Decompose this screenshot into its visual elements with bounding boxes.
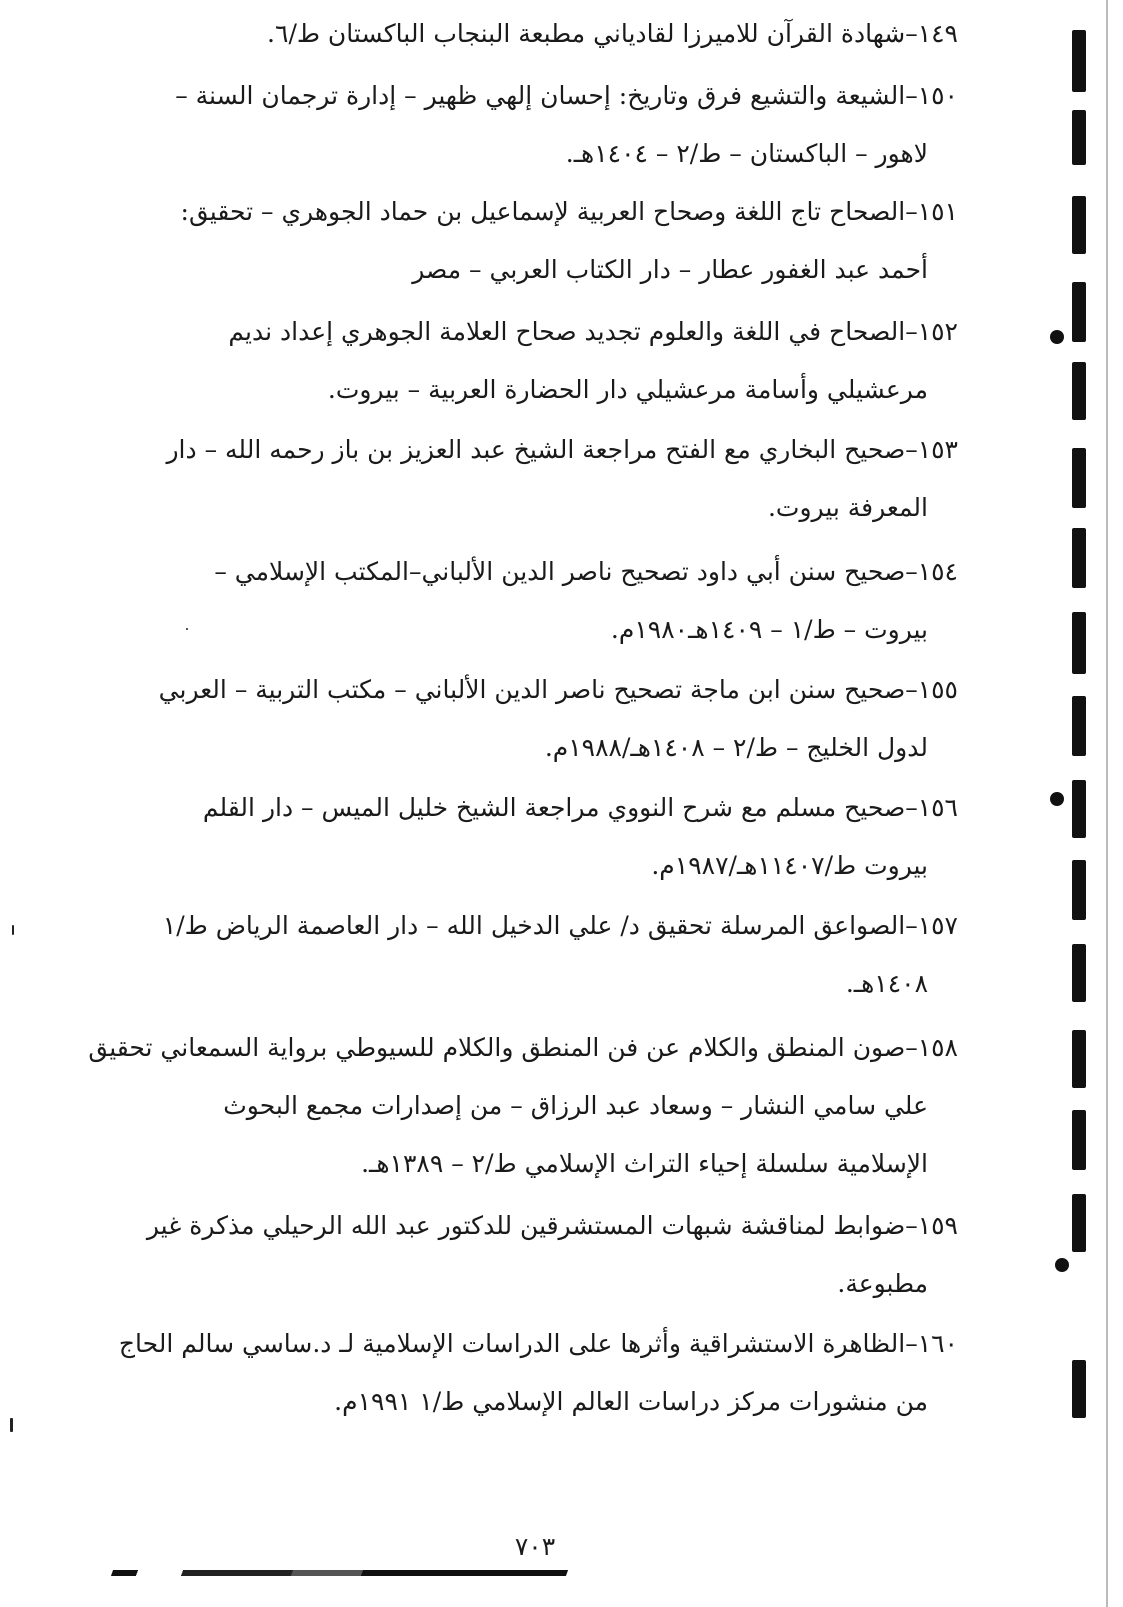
scan-edge-line bbox=[1106, 0, 1108, 1607]
scan-edge-dot bbox=[1050, 792, 1064, 806]
scan-edge-mark bbox=[1072, 110, 1086, 165]
page-number: ٧٠٣ bbox=[514, 1532, 556, 1561]
scan-edge-mark bbox=[1072, 30, 1086, 92]
scan-edge-mark bbox=[1072, 1110, 1086, 1170]
entry-155-line-2: لدول الخليج – ط/٢ – ١٤٠٨هـ/١٩٨٨م. bbox=[544, 733, 928, 762]
scan-edge-mark bbox=[1072, 196, 1086, 254]
entry-149-line-1: ١٤٩–شهادة القرآن للاميرزا لقادياني مطبعة البنجاب الباكستان ط/٦. bbox=[267, 19, 958, 48]
entry-158-line-1: ١٥٨–صون المنطق والكلام عن فن المنطق والكلام للسيوطي برواية السمعاني تحقيق bbox=[88, 1033, 958, 1062]
entry-157-line-1: ١٥٧–الصواعق المرسلة تحقيق د/ علي الدخيل الله – دار العاصمة الرياض ط/١ bbox=[162, 911, 958, 940]
scan-edge-mark bbox=[1072, 1030, 1086, 1088]
entry-160-line-2: من منشورات مركز دراسات العالم الإسلامي ط/١ ١٩٩١م. bbox=[334, 1387, 928, 1416]
entry-154-line-2: بيروت – ط/١ – ١٤٠٩هـ١٩٨٠م. bbox=[610, 615, 928, 644]
footer-scan-rule bbox=[111, 1570, 568, 1576]
scan-edge-mark bbox=[1072, 612, 1086, 674]
scan-edge-mark bbox=[1072, 362, 1086, 420]
entry-151-line-2: أحمد عبد الغفور عطار – دار الكتاب العربي – مصر bbox=[412, 255, 928, 284]
scan-edge-dot bbox=[1055, 1258, 1069, 1272]
scan-edge-mark bbox=[1072, 448, 1086, 508]
scan-edge-mark bbox=[1072, 1194, 1086, 1252]
entry-158-line-2: علي سامي النشار – وسعاد عبد الرزاق – من إصدارات مجمع البحوث bbox=[223, 1091, 928, 1120]
entry-154-line-1: ١٥٤–صحيح سنن أبي داود تصحيح ناصر الدين الألباني–المكتب الإسلامي – bbox=[214, 557, 958, 586]
scan-edge-mark bbox=[1072, 860, 1086, 920]
entry-159-line-1: ١٥٩–ضوابط لمناقشة شبهات المستشرقين للدكتور عبد الله الرحيلي مذكرة غير bbox=[146, 1211, 958, 1240]
entry-150-line-2: لاهور – الباكستان – ط/٢ – ١٤٠٤هـ. bbox=[565, 139, 928, 168]
entry-153-line-1: ١٥٣–صحيح البخاري مع الفتح مراجعة الشيخ عبد العزيز بن باز رحمه الله – دار bbox=[166, 435, 958, 464]
scan-edge-mark bbox=[1072, 944, 1086, 1002]
entry-152-line-1: ١٥٢–الصحاح في اللغة والعلوم تجديد صحاح العلامة الجوهري إعداد نديم bbox=[228, 317, 958, 346]
entry-151-line-1: ١٥١–الصحاح تاج اللغة وصحاح العربية لإسماعيل بن حماد الجوهري – تحقيق: bbox=[180, 197, 958, 226]
entry-153-line-2: المعرفة بيروت. bbox=[767, 493, 928, 522]
scan-speck bbox=[10, 1418, 13, 1432]
entry-155-line-1: ١٥٥–صحيح سنن ابن ماجة تصحيح ناصر الدين الألباني – مكتب التربية – العربي bbox=[158, 675, 958, 704]
entry-160-line-1: ١٦٠–الظاهرة الاستشراقية وأثرها على الدراسات الإسلامية لـ د.ساسي سالم الحاج bbox=[118, 1329, 958, 1358]
entry-158-line-3: الإسلامية سلسلة إحياء التراث الإسلامي ط/٢ – ١٣٨٩هـ. bbox=[361, 1149, 928, 1178]
scan-edge-mark bbox=[1072, 528, 1086, 588]
entry-156-line-1: ١٥٦–صحيح مسلم مع شرح النووي مراجعة الشيخ خليل الميس – دار القلم bbox=[202, 793, 958, 822]
scan-speck bbox=[12, 925, 14, 935]
entry-157-line-2: ١٤٠٨هـ. bbox=[845, 969, 928, 998]
scan-speck bbox=[186, 628, 188, 630]
entry-150-line-1: ١٥٠–الشيعة والتشيع فرق وتاريخ: إحسان إلهي ظهير – إدارة ترجمان السنة – bbox=[175, 81, 958, 110]
scan-edge-dot bbox=[1050, 330, 1064, 344]
scan-edge-mark bbox=[1072, 1360, 1086, 1418]
scan-edge-mark bbox=[1072, 282, 1086, 342]
entry-152-line-2: مرعشيلي وأسامة مرعشيلي دار الحضارة العربية – بيروت. bbox=[327, 375, 928, 404]
entry-156-line-2: بيروت ط/١١٤٠٧هـ/١٩٨٧م. bbox=[651, 851, 928, 880]
entry-159-line-2: مطبوعة. bbox=[837, 1269, 928, 1298]
scan-edge-mark bbox=[1072, 780, 1086, 838]
scan-edge-mark bbox=[1072, 696, 1086, 756]
